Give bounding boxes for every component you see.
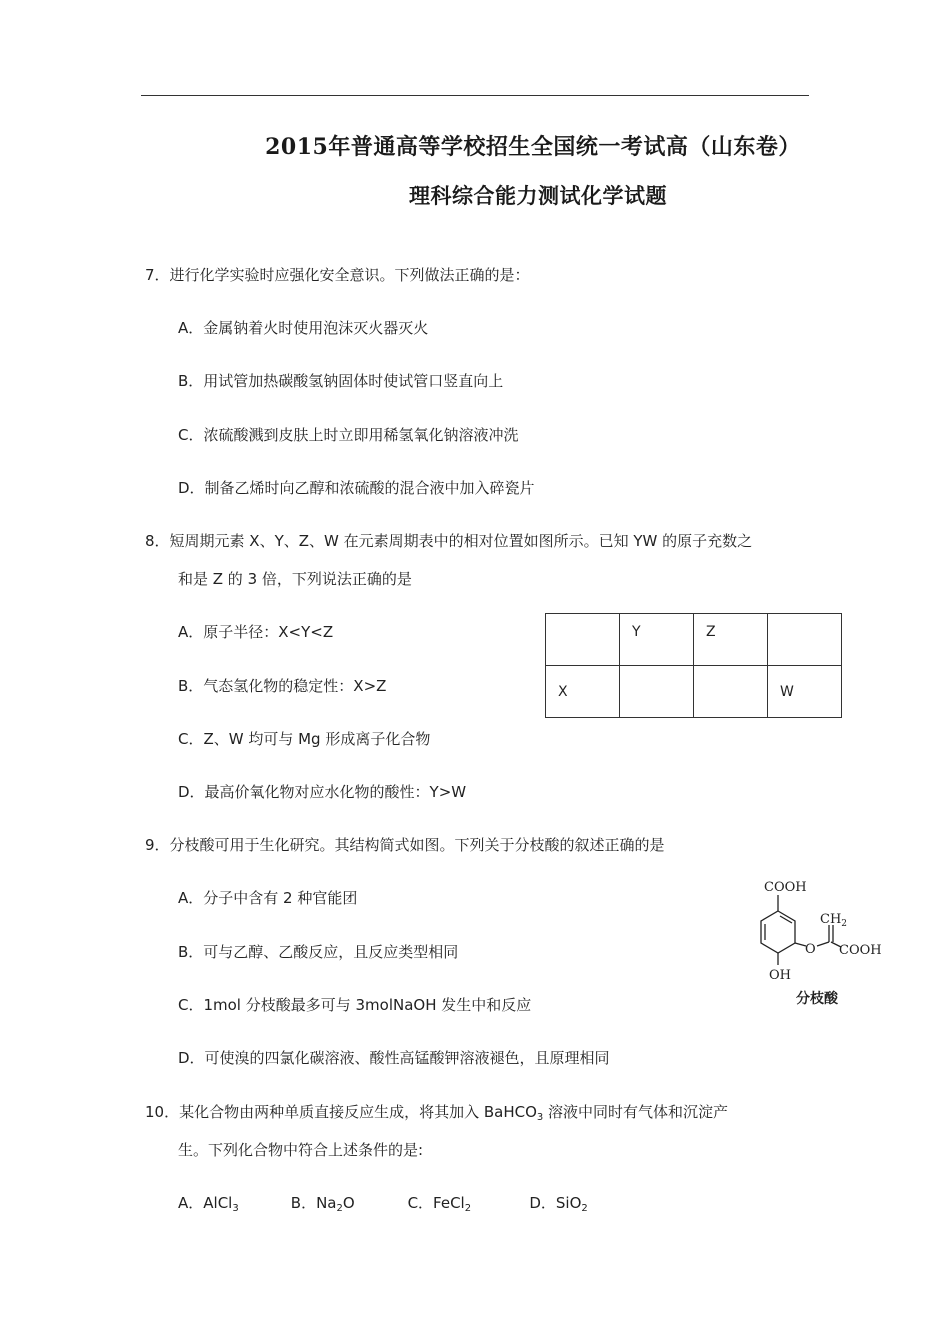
question-8-stem: 8．短周期元素 X、Y、Z、W 在元素周期表中的相对位置如图所示。已知 YW 的原子充数之 [145, 532, 753, 550]
subscript: 3 [536, 1112, 544, 1123]
q10-option-d: D．SiO$_2$ [529, 1194, 588, 1214]
question-10-stem-cont: 生。下列化合物中符合上述条件的是: [178, 1141, 424, 1159]
q10-option-c: C．FeCl$_2$ [407, 1194, 472, 1214]
exam-title: 2015年普通高等学校招生全国统一考试高（山东卷） [265, 134, 801, 160]
q7-option-d: D．制备乙烯时向乙醇和浓硫酸的混合液中加入碎瓷片 [178, 479, 535, 497]
q8-option-b: B．气态氢化物的稳定性：X>Z [178, 677, 387, 695]
table-cell [768, 614, 842, 666]
table-cell: W [768, 666, 842, 718]
cooh-top-label: COOH [764, 880, 807, 895]
q10-option-a: A．AlCl$_3$ [178, 1194, 239, 1214]
exam-subtitle: 理科综合能力测试化学试题 [409, 183, 667, 208]
q10-option-b: B．$Na_2O$ [290, 1194, 355, 1214]
q7-option-a: A．金属钠着火时使用泡沫灭火器灭火 [178, 319, 429, 337]
q8-option-d: D．最高价氧化物对应水化物的酸性：Y>W [178, 783, 467, 801]
bond [817, 942, 829, 946]
question-7-stem: 7．进行化学实验时应强化安全意识。下列做法正确的是： [145, 266, 530, 284]
ring [761, 911, 795, 953]
q9-option-b: B．可与乙醇、乙酸反应，且反应类型相同 [178, 943, 459, 961]
cooh-right-label: COOH [839, 943, 882, 958]
table-cell: Z [694, 614, 768, 666]
question-8-stem-cont: 和是 Z 的 3 倍，下列说法正确的是 [178, 570, 412, 588]
ch2-label: $CH_2$ [820, 912, 848, 929]
double-bond [780, 916, 792, 923]
table-cell [694, 666, 768, 718]
q9-option-c: C．1mol 分枝酸最多可与 3molNaOH 发生中和反应 [178, 996, 532, 1014]
q9-option-a: A．分子中含有 2 种官能团 [178, 889, 358, 907]
q8-option-a: A．原子半径：X<Y<Z [178, 623, 334, 641]
table-cell: Y [620, 614, 694, 666]
table-cell [620, 666, 694, 718]
q8-option-c: C．Z、W 均可与 Mg 形成离子化合物 [178, 730, 431, 748]
q10-stem-text-cont: 溶液中同时有气体和沉淀产 [543, 1103, 729, 1121]
q7-option-c: C．浓硫酸溅到皮肤上时立即用稀氢氧化钠溶液冲洗 [178, 426, 519, 444]
q10-stem-text: 10．某化合物由两种单质直接反应生成，将其加入 BaHCO [145, 1103, 537, 1121]
chorismic-acid-structure [738, 873, 888, 1013]
q7-option-b: B．用试管加热碳酸氢钠固体时使试管口竖直向上 [178, 372, 504, 390]
table-cell [546, 614, 620, 666]
periodic-table-fragment [545, 613, 842, 718]
question-10-stem [145, 1102, 728, 1122]
question-9-stem: 9．分枝酸可用于生化研究。其结构简式如图。下列关于分枝酸的叙述正确的是 [145, 836, 665, 854]
ether-oxygen-label: O [805, 942, 816, 957]
oh-label: OH [769, 968, 791, 983]
q10-options [178, 1193, 588, 1213]
table-cell: X [546, 666, 620, 718]
header-rule [141, 95, 809, 96]
figure-caption: 分枝酸 [796, 991, 838, 1007]
q9-option-d: D．可使溴的四氯化碳溶液、酸性高锰酸钾溶液褪色，且原理相同 [178, 1049, 610, 1067]
